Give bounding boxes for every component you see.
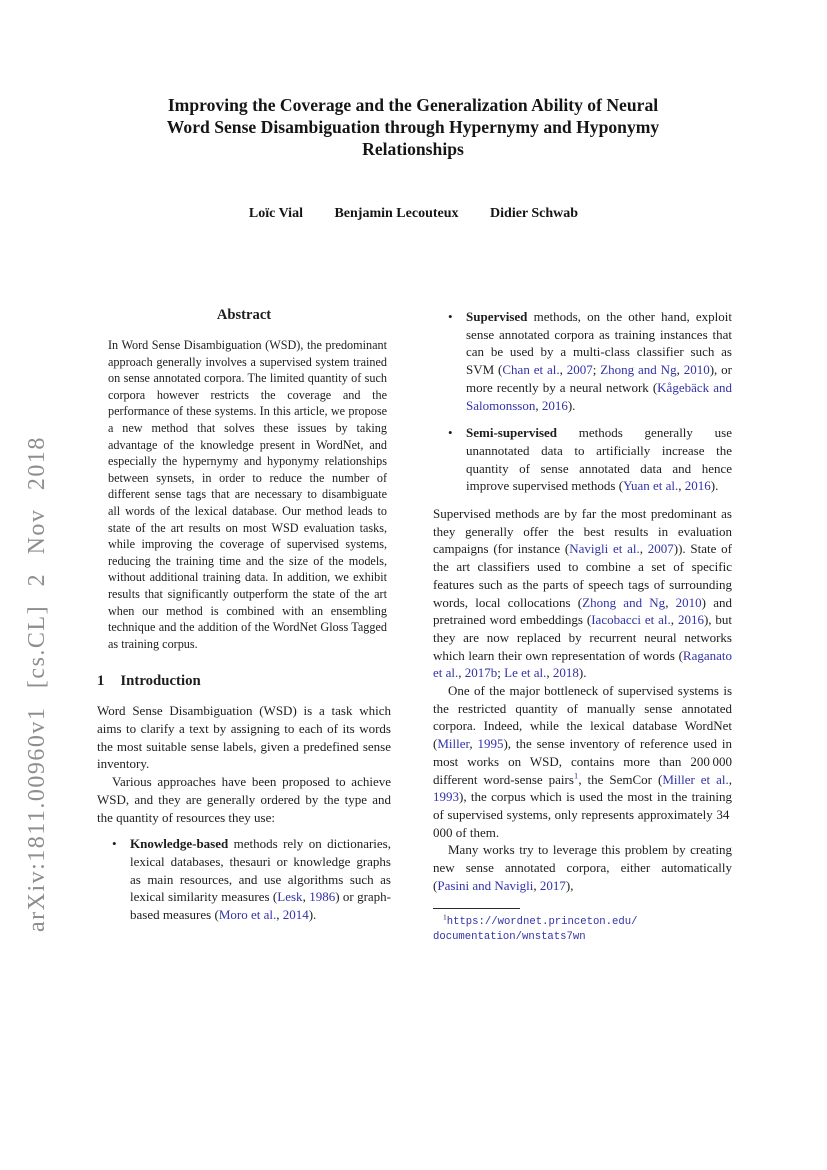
citation-link[interactable]: Yuan et al. — [623, 478, 679, 494]
bullet-text-knowledge-based — [130, 835, 391, 924]
text-segment: ). — [710, 478, 719, 494]
text-segment: methods, on the other hand, exploit sense annotated corpora as training instances that can be used by a multi-class classifier such as SVM ( — [466, 309, 732, 378]
text-segment: , — [728, 771, 732, 787]
citation-link[interactable]: Navigli et al. — [569, 541, 640, 557]
citation-link[interactable]: Zhong and Ng — [600, 362, 677, 378]
citation-link[interactable]: Zhong and Ng — [582, 594, 666, 610]
text-segment: , the SemCor ( — [578, 771, 663, 787]
text-segment: Semi-supervised — [466, 425, 557, 441]
text-segment: ; — [592, 362, 601, 378]
citation-link[interactable]: 2007 — [566, 362, 593, 378]
citation-link[interactable]: 2007 — [647, 541, 674, 557]
text-segment: Knowledge-based — [130, 836, 229, 852]
bullet-text-supervised — [466, 308, 732, 414]
citation-link[interactable]: 2018 — [552, 665, 579, 681]
section-number: 1 — [97, 673, 105, 690]
list-item-semi-supervised — [433, 424, 732, 495]
citation-link[interactable]: Pasini and Navigli — [437, 877, 534, 893]
citation-link[interactable]: Le et al. — [504, 665, 547, 681]
author-name: Benjamin Lecouteux — [334, 206, 459, 221]
text-segment: ), but they are now replaced by recurrent neural networks which learn their own representation of words ( — [433, 612, 733, 663]
text-segment: ), the corpus which is used the most in the training of supervised systems, only represents approximately 34 000 of them. — [433, 789, 732, 840]
text-segment: , — [639, 541, 648, 557]
bullet-icon: • — [112, 836, 117, 852]
citation-link[interactable]: 1993 — [433, 789, 459, 805]
text-segment: , — [533, 877, 540, 893]
text-segment: , — [469, 736, 478, 752]
intro-paragraph: Various approaches have been proposed to achieve WSD, and they are generally ordered by the type and the quantity of resources they use: — [97, 774, 391, 825]
text-segment: ). — [578, 665, 587, 681]
citation-link[interactable]: 2010 — [683, 362, 710, 378]
text-segment: , — [676, 362, 684, 378]
text-segment: )). State of the art classifiers used to combine a set of specific features such as the parts of speech tags of surrounding words, local collocations ( — [433, 541, 732, 610]
citation-link[interactable]: 2014 — [282, 907, 309, 923]
citation-link[interactable]: 2017b — [464, 665, 498, 681]
body-paragraph-supervised-predominant — [433, 505, 732, 682]
abstract-text: In Word Sense Disambiguation (WSD), the predominant approach generally involves a supervised system trained on sense annotated corpora. The limited quantity of such corpora however restricts the coverage and the performance of these systems. In this article, we propose a new method that solves these issues by taking advantage of the knowledge present in WordNet, and especially the hypernymy and hyponymy relationships between synsets, in order to reduce the number of different sense tags that are necessary to disambiguate all words of the lexical database. Our method leads to state of the art results on most WSD evaluation tasks, while improving the coverage of supervised systems, reducing the training time and the size of the models, without additional training data. In addition, we exhibit results that significantly outperform the state of the art when our method is combined with an ensembling technique and the addition of the WordNet Gloss Tagged as training corpus. — [108, 338, 387, 651]
citation-link[interactable]: Moro et al. — [218, 907, 277, 923]
abstract-heading: Abstract — [216, 307, 272, 323]
section-heading-introduction — [97, 673, 391, 690]
text-segment: , — [665, 594, 676, 610]
citation-link[interactable]: Lesk — [277, 889, 303, 905]
text-segment: ), — [565, 877, 574, 893]
footnote-url — [433, 911, 732, 945]
citation-link[interactable]: Iacobacci et al. — [591, 612, 671, 628]
list-item-supervised — [433, 308, 732, 414]
text-segment: ; — [497, 665, 505, 681]
text-segment: 1 — [443, 911, 447, 921]
text-segment: , — [458, 665, 465, 681]
footnote-block — [433, 908, 732, 945]
citation-link[interactable]: documentation/wnstats7wn — [433, 931, 586, 943]
bullet-text-semi-supervised — [466, 424, 732, 495]
section-title: Introduction — [120, 673, 201, 690]
left-column — [97, 305, 391, 934]
arxiv-watermark: arXiv:1811.00960v1 [cs.CL] 2 Nov 2018 — [24, 436, 50, 932]
text-segment: ), the sense inventory of reference used in most works on WSD, contains more than 200 000 different word-sense pairs — [433, 736, 732, 787]
citation-link[interactable]: Miller — [437, 736, 470, 752]
text-segment: ) and pretrained word embeddings ( — [433, 594, 732, 628]
text-segment: methods rely on dictionaries, lexical databases, thesauri or knowledge graphs as main resources, and use algorithms such as lexical similarity measures ( — [130, 836, 391, 905]
approach-list-continued — [433, 308, 732, 495]
text-segment: ). — [567, 397, 576, 413]
approach-list — [97, 835, 391, 924]
citation-link[interactable]: 2016 — [677, 612, 704, 628]
citation-link[interactable]: 1995 — [477, 736, 504, 752]
text-segment: , — [678, 478, 685, 494]
text-segment: ), or more recently by a neural network ( — [466, 362, 732, 395]
text-segment: Supervised methods are by far the most predominant as they generally offer the best results in evaluation campaigns (for instance ( — [433, 506, 732, 557]
author-name: Didier Schwab — [490, 206, 579, 221]
body-paragraph-bottleneck — [433, 682, 732, 841]
citation-link[interactable]: https://wordnet.princeton.edu/ — [446, 915, 638, 928]
citation-link[interactable]: 2016 — [541, 397, 568, 413]
text-segment: ) or graph-based measures ( — [130, 889, 392, 923]
text-segment: , — [559, 362, 567, 378]
citation-link[interactable]: Raganato et al. — [433, 647, 732, 681]
citation-link[interactable]: Chan et al. — [502, 362, 560, 378]
intro-paragraph: Word Sense Disambiguation (WSD) is a task which aims to clarify a text by assigning to each of its words the most suitable sense labels, given a predefined sense inventory. — [97, 703, 391, 772]
text-segment: , — [276, 907, 283, 923]
bullet-icon: • — [448, 309, 453, 324]
text-segment: One of the major bottleneck of supervised systems is the restricted quantity of manually sense annotated corpora. Indeed, while the lexical database WordNet ( — [433, 683, 732, 752]
text-segment: methods generally use unannotated data to artificially increase the quantity of sense annotated data and hence improve supervised methods ( — [466, 425, 732, 494]
bullet-icon: • — [448, 425, 453, 441]
text-segment: Many works try to leverage this problem by creating new sense annotated corpora, either automatically ( — [433, 842, 732, 893]
author-name: Loïc Vial — [248, 206, 303, 221]
list-item-knowledge-based — [97, 835, 391, 924]
text-segment: , — [670, 612, 678, 628]
citation-link[interactable]: 1 — [573, 770, 579, 781]
citation-link[interactable]: Kågebäck and Salomonsson — [466, 379, 732, 413]
text-segment: Supervised — [466, 309, 528, 324]
text-segment: , — [535, 397, 542, 413]
text-segment: , — [302, 889, 310, 905]
citation-link[interactable]: 2010 — [675, 594, 702, 610]
text-segment: ). — [308, 907, 317, 923]
footnote-divider — [433, 908, 520, 909]
body-paragraph-leverage — [433, 841, 732, 894]
author-line — [0, 206, 827, 222]
text-segment: , — [546, 665, 553, 681]
citation-link[interactable]: 2017 — [539, 877, 566, 893]
paper-title: Improving the Coverage and the Generalization Ability of Neural Word Sense Disambiguation through Hypernymy and Hyponymy Relationships — [166, 95, 660, 159]
citation-link[interactable]: 2016 — [684, 478, 711, 494]
citation-link[interactable]: 1986 — [309, 889, 336, 905]
citation-link[interactable]: Miller et al. — [662, 771, 729, 787]
right-column — [433, 305, 732, 945]
